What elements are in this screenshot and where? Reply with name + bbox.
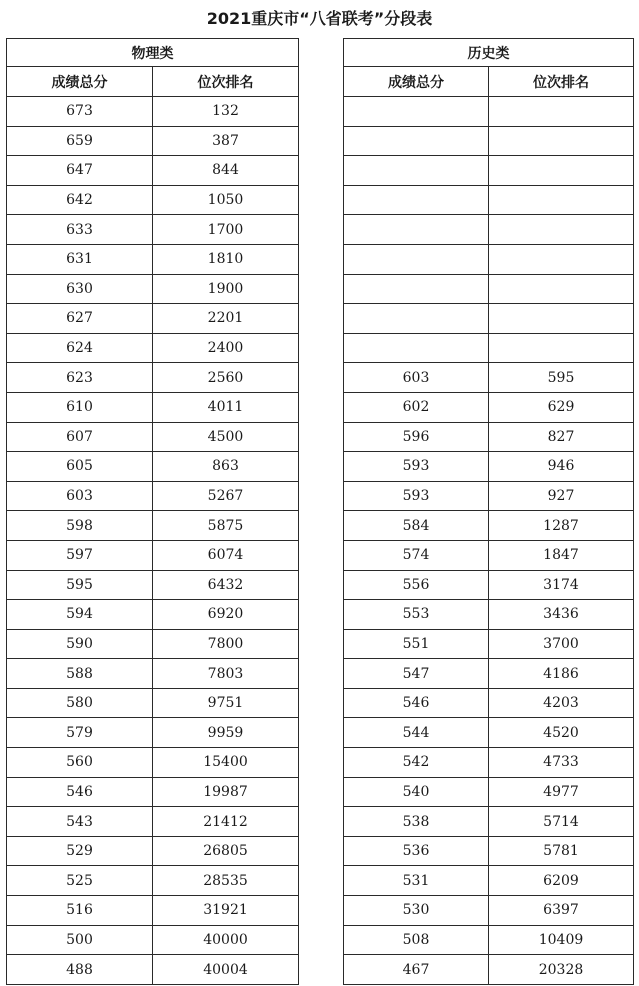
history-table bbox=[343, 38, 634, 985]
rank-cell: 40004 bbox=[153, 955, 299, 985]
table-row bbox=[7, 244, 299, 274]
score-cell bbox=[344, 274, 489, 304]
rank-cell: 5875 bbox=[153, 511, 299, 541]
table-row bbox=[7, 274, 299, 304]
score-cell: 546 bbox=[344, 688, 489, 718]
table-row bbox=[344, 333, 634, 363]
rank-cell: 19987 bbox=[153, 777, 299, 807]
score-cell: 525 bbox=[7, 866, 153, 896]
table-row bbox=[7, 333, 299, 363]
score-cell: 597 bbox=[7, 540, 153, 570]
table-row bbox=[344, 126, 634, 156]
score-cell: 631 bbox=[7, 244, 153, 274]
table-row bbox=[7, 836, 299, 866]
rank-cell: 595 bbox=[489, 363, 634, 393]
rank-cell: 6397 bbox=[489, 896, 634, 926]
table-row bbox=[7, 363, 299, 393]
score-cell: 544 bbox=[344, 718, 489, 748]
rank-cell: 7803 bbox=[153, 659, 299, 689]
score-cell: 595 bbox=[7, 570, 153, 600]
table-row bbox=[7, 718, 299, 748]
rank-cell: 1700 bbox=[153, 215, 299, 245]
table-row bbox=[344, 511, 634, 541]
rank-cell: 31921 bbox=[153, 896, 299, 926]
score-cell: 673 bbox=[7, 97, 153, 127]
rank-cell: 132 bbox=[153, 97, 299, 127]
score-cell bbox=[344, 333, 489, 363]
score-cell: 579 bbox=[7, 718, 153, 748]
column-header-score: 成绩总分 bbox=[344, 67, 489, 97]
rank-cell: 9751 bbox=[153, 688, 299, 718]
rank-cell: 1847 bbox=[489, 540, 634, 570]
table-row bbox=[344, 215, 634, 245]
score-cell: 633 bbox=[7, 215, 153, 245]
rank-cell: 21412 bbox=[153, 807, 299, 837]
rank-cell: 10409 bbox=[489, 925, 634, 955]
table-row bbox=[344, 392, 634, 422]
physics-table bbox=[6, 38, 299, 985]
rank-cell: 5267 bbox=[153, 481, 299, 511]
score-cell: 602 bbox=[344, 392, 489, 422]
rank-cell bbox=[489, 126, 634, 156]
score-cell: 467 bbox=[344, 955, 489, 985]
table-row bbox=[7, 392, 299, 422]
score-cell: 605 bbox=[7, 452, 153, 482]
table-row bbox=[7, 807, 299, 837]
score-cell: 551 bbox=[344, 629, 489, 659]
table-row bbox=[344, 570, 634, 600]
table-row bbox=[7, 422, 299, 452]
rank-cell: 4500 bbox=[153, 422, 299, 452]
table-row bbox=[7, 629, 299, 659]
rank-cell bbox=[489, 97, 634, 127]
score-cell: 624 bbox=[7, 333, 153, 363]
score-cell: 508 bbox=[344, 925, 489, 955]
table-row bbox=[344, 481, 634, 511]
score-cell: 598 bbox=[7, 511, 153, 541]
table-row bbox=[7, 97, 299, 127]
score-cell: 529 bbox=[7, 836, 153, 866]
rank-cell: 5714 bbox=[489, 807, 634, 837]
rank-cell bbox=[489, 304, 634, 334]
rank-cell: 40000 bbox=[153, 925, 299, 955]
score-cell: 588 bbox=[7, 659, 153, 689]
rank-cell bbox=[489, 215, 634, 245]
score-cell: 547 bbox=[344, 659, 489, 689]
score-cell: 556 bbox=[344, 570, 489, 600]
table-row bbox=[344, 156, 634, 186]
table-row bbox=[344, 244, 634, 274]
score-cell: 560 bbox=[7, 748, 153, 778]
rank-cell: 2201 bbox=[153, 304, 299, 334]
rank-cell: 26805 bbox=[153, 836, 299, 866]
table-row bbox=[7, 570, 299, 600]
score-cell: 542 bbox=[344, 748, 489, 778]
rank-cell: 629 bbox=[489, 392, 634, 422]
table-row bbox=[344, 97, 634, 127]
table-row bbox=[344, 185, 634, 215]
column-header-rank: 位次排名 bbox=[489, 67, 634, 97]
rank-cell: 2400 bbox=[153, 333, 299, 363]
table-row bbox=[344, 304, 634, 334]
score-cell: 584 bbox=[344, 511, 489, 541]
rank-cell: 4733 bbox=[489, 748, 634, 778]
table-row bbox=[344, 659, 634, 689]
table-row bbox=[344, 807, 634, 837]
rank-cell: 5781 bbox=[489, 836, 634, 866]
score-cell: 623 bbox=[7, 363, 153, 393]
table-row bbox=[344, 422, 634, 452]
table-row bbox=[344, 896, 634, 926]
table-row bbox=[7, 511, 299, 541]
rank-cell: 946 bbox=[489, 452, 634, 482]
column-header-score: 成绩总分 bbox=[7, 67, 153, 97]
table-row bbox=[7, 777, 299, 807]
table-row bbox=[344, 600, 634, 630]
table-row bbox=[7, 600, 299, 630]
score-cell: 580 bbox=[7, 688, 153, 718]
score-cell: 590 bbox=[7, 629, 153, 659]
rank-cell: 9959 bbox=[153, 718, 299, 748]
table-row bbox=[344, 925, 634, 955]
table-row bbox=[7, 540, 299, 570]
table-row bbox=[7, 304, 299, 334]
table-row bbox=[344, 688, 634, 718]
rank-cell: 4977 bbox=[489, 777, 634, 807]
score-cell: 594 bbox=[7, 600, 153, 630]
page-title: 2021重庆市“八省联考”分段表 bbox=[206, 9, 433, 28]
column-header-rank: 位次排名 bbox=[153, 67, 299, 97]
rank-cell: 387 bbox=[153, 126, 299, 156]
score-cell: 610 bbox=[7, 392, 153, 422]
score-cell: 593 bbox=[344, 452, 489, 482]
score-cell: 543 bbox=[7, 807, 153, 837]
score-cell: 553 bbox=[344, 600, 489, 630]
rank-cell: 2560 bbox=[153, 363, 299, 393]
rank-cell bbox=[489, 185, 634, 215]
rank-cell: 3436 bbox=[489, 600, 634, 630]
table-row bbox=[344, 748, 634, 778]
rank-cell: 6074 bbox=[153, 540, 299, 570]
score-cell: 642 bbox=[7, 185, 153, 215]
rank-cell: 927 bbox=[489, 481, 634, 511]
table-row bbox=[7, 748, 299, 778]
score-cell: 593 bbox=[344, 481, 489, 511]
table-row bbox=[7, 866, 299, 896]
score-cell: 488 bbox=[7, 955, 153, 985]
table-row bbox=[344, 836, 634, 866]
score-cell: 630 bbox=[7, 274, 153, 304]
rank-cell: 1900 bbox=[153, 274, 299, 304]
score-cell: 538 bbox=[344, 807, 489, 837]
rank-cell: 827 bbox=[489, 422, 634, 452]
table-row bbox=[7, 955, 299, 985]
rank-cell bbox=[489, 244, 634, 274]
score-cell: 531 bbox=[344, 866, 489, 896]
score-cell: 603 bbox=[7, 481, 153, 511]
rank-cell: 7800 bbox=[153, 629, 299, 659]
table-row bbox=[7, 215, 299, 245]
table-row bbox=[7, 481, 299, 511]
score-cell bbox=[344, 156, 489, 186]
rank-cell bbox=[489, 274, 634, 304]
table-row bbox=[344, 540, 634, 570]
rank-cell: 4520 bbox=[489, 718, 634, 748]
table-row bbox=[7, 185, 299, 215]
score-cell bbox=[344, 215, 489, 245]
score-cell bbox=[344, 304, 489, 334]
table-row bbox=[7, 925, 299, 955]
score-cell: 516 bbox=[7, 896, 153, 926]
score-cell: 659 bbox=[7, 126, 153, 156]
table-row bbox=[7, 452, 299, 482]
score-cell: 627 bbox=[7, 304, 153, 334]
rank-cell: 28535 bbox=[153, 866, 299, 896]
table-row bbox=[344, 955, 634, 985]
rank-cell: 1810 bbox=[153, 244, 299, 274]
score-cell: 603 bbox=[344, 363, 489, 393]
score-cell bbox=[344, 126, 489, 156]
rank-cell: 6920 bbox=[153, 600, 299, 630]
rank-cell: 20328 bbox=[489, 955, 634, 985]
rank-cell bbox=[489, 333, 634, 363]
rank-cell: 3174 bbox=[489, 570, 634, 600]
table-row bbox=[7, 659, 299, 689]
score-cell: 607 bbox=[7, 422, 153, 452]
score-cell: 500 bbox=[7, 925, 153, 955]
group-header-physics: 物理类 bbox=[7, 39, 299, 67]
rank-cell: 4203 bbox=[489, 688, 634, 718]
rank-cell: 6209 bbox=[489, 866, 634, 896]
score-cell bbox=[344, 244, 489, 274]
score-cell: 530 bbox=[344, 896, 489, 926]
table-row bbox=[344, 866, 634, 896]
table-row bbox=[7, 688, 299, 718]
table-row bbox=[344, 777, 634, 807]
score-cell: 574 bbox=[344, 540, 489, 570]
table-row bbox=[344, 718, 634, 748]
rank-cell: 863 bbox=[153, 452, 299, 482]
rank-cell: 844 bbox=[153, 156, 299, 186]
rank-cell: 15400 bbox=[153, 748, 299, 778]
score-cell bbox=[344, 185, 489, 215]
score-cell: 536 bbox=[344, 836, 489, 866]
rank-cell: 4011 bbox=[153, 392, 299, 422]
rank-cell: 6432 bbox=[153, 570, 299, 600]
score-cell: 596 bbox=[344, 422, 489, 452]
rank-cell: 3700 bbox=[489, 629, 634, 659]
score-cell: 647 bbox=[7, 156, 153, 186]
table-row bbox=[344, 452, 634, 482]
group-header-history: 历史类 bbox=[344, 39, 634, 67]
score-cell bbox=[344, 97, 489, 127]
table-row bbox=[344, 629, 634, 659]
rank-cell: 1050 bbox=[153, 185, 299, 215]
table-row bbox=[344, 363, 634, 393]
rank-cell: 1287 bbox=[489, 511, 634, 541]
score-cell: 540 bbox=[344, 777, 489, 807]
table-row bbox=[344, 274, 634, 304]
rank-cell bbox=[489, 156, 634, 186]
table-row bbox=[7, 126, 299, 156]
table-row bbox=[7, 156, 299, 186]
rank-cell: 4186 bbox=[489, 659, 634, 689]
score-cell: 546 bbox=[7, 777, 153, 807]
table-row bbox=[7, 896, 299, 926]
